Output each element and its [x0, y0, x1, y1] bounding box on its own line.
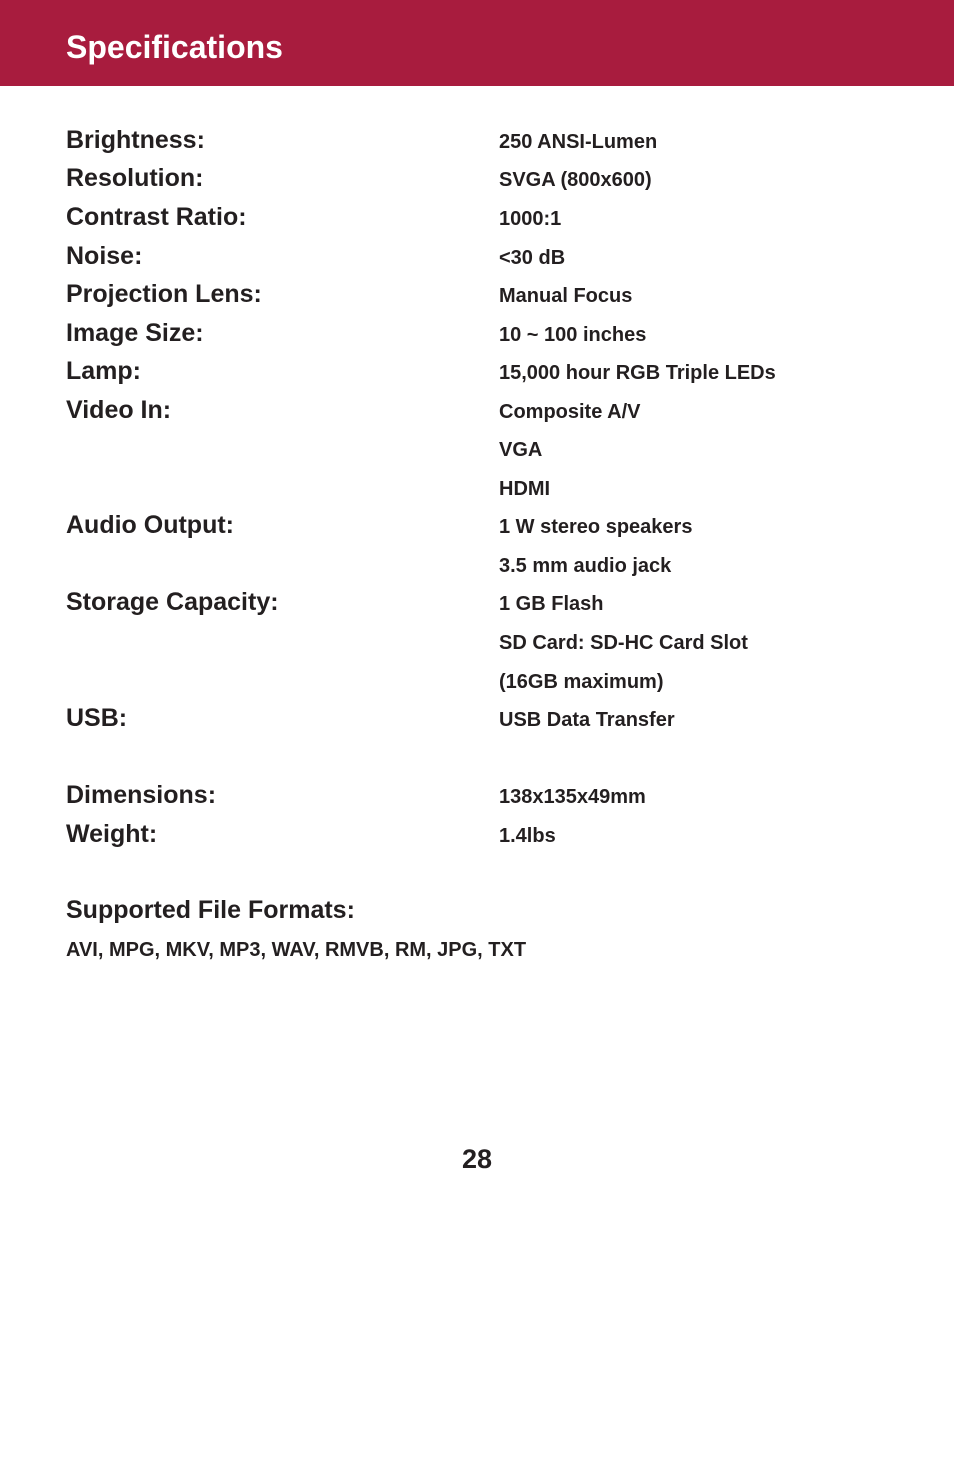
spec-value-audio-output-jack: 3.5 mm audio jack: [499, 555, 672, 577]
spec-label-brightness: Brightness:: [66, 126, 205, 154]
spec-value-storage-flash: 1 GB Flash: [499, 593, 604, 615]
spec-label-contrast-ratio: Contrast Ratio:: [66, 203, 247, 231]
spec-value-usb: USB Data Transfer: [499, 709, 675, 731]
spec-value-dimensions: 138x135x49mm: [499, 786, 646, 808]
page-number: 28: [461, 1144, 493, 1174]
spec-value-video-in-composite: Composite A/V: [499, 401, 641, 423]
page-header-bar: [0, 0, 954, 86]
spec-value-contrast-ratio: 1000:1: [499, 208, 562, 230]
spec-label-dimensions: Dimensions:: [66, 781, 217, 809]
spec-label-resolution: Resolution:: [66, 164, 204, 192]
spec-label-image-size: Image Size:: [66, 319, 204, 347]
spec-label-storage-capacity: Storage Capacity:: [66, 588, 279, 616]
spec-value-video-in-vga: VGA: [499, 439, 543, 461]
spec-value-image-size: 10 ~ 100 inches: [499, 324, 647, 346]
spec-label-audio-output: Audio Output:: [66, 511, 234, 539]
page-title: Specifications: [66, 29, 283, 65]
spec-value-storage-sd-max: (16GB maximum): [499, 671, 664, 693]
spec-label-video-in: Video In:: [66, 396, 172, 424]
spec-label-lamp: Lamp:: [66, 357, 141, 385]
supported-formats-heading: Supported File Formats:: [66, 896, 355, 924]
spec-value-video-in-hdmi: HDMI: [499, 478, 551, 500]
supported-formats-list: AVI, MPG, MKV, MP3, WAV, RMVB, RM, JPG, TXT: [66, 939, 527, 961]
spec-label-noise: Noise:: [66, 242, 143, 270]
spec-label-usb: USB:: [66, 704, 128, 732]
spec-value-audio-output-speakers: 1 W stereo speakers: [499, 516, 693, 538]
spec-value-resolution: SVGA (800x600): [499, 169, 652, 191]
spec-label-weight: Weight:: [66, 820, 158, 848]
spec-value-lamp: 15,000 hour RGB Triple LEDs: [499, 362, 776, 384]
spec-value-storage-sd-card: SD Card: SD-HC Card Slot: [499, 632, 748, 654]
spec-value-projection-lens: Manual Focus: [499, 285, 633, 307]
spec-label-projection-lens: Projection Lens:: [66, 280, 262, 308]
spec-value-noise: <30 dB: [499, 247, 566, 269]
spec-value-weight: 1.4lbs: [499, 825, 556, 847]
spec-value-brightness: 250 ANSI-Lumen: [499, 131, 658, 153]
